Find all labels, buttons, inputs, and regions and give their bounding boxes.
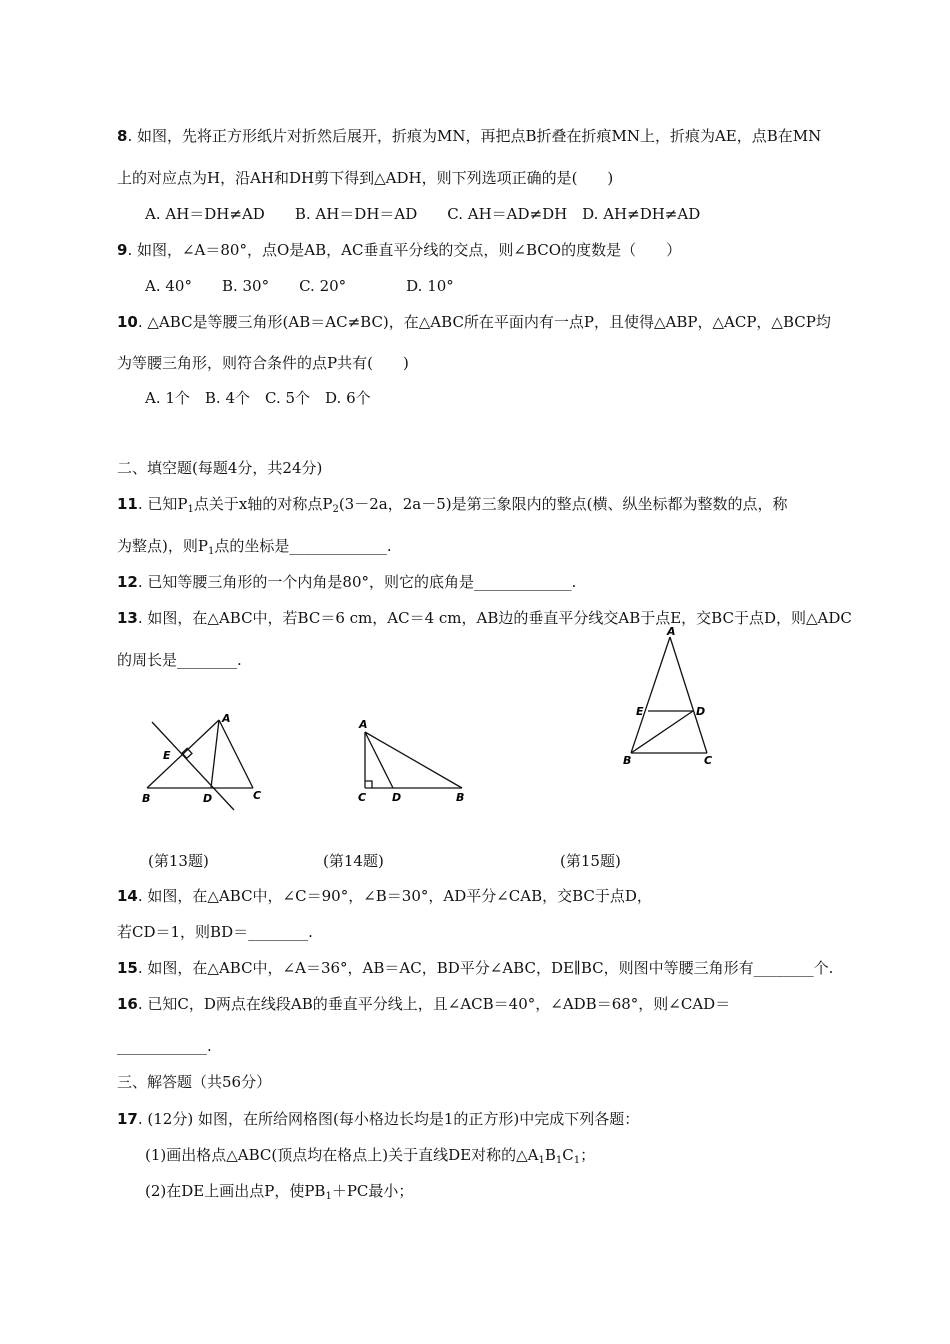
q11-line2: 为整点)，则$P_1$点的坐标是_____________. <box>117 537 392 557</box>
q14-line1: 14. 如图，在△ABC中，∠C＝90°，∠B＝30°，AD平分∠CAB，交BC于点D， <box>117 887 652 905</box>
q15-line1: 15. 如图，在△ABC中，∠A＝36°，AB＝AC，BD平分∠ABC，DE∥BC，则图中等腰三角形有________个. <box>117 959 834 977</box>
label-b: B <box>456 791 465 804</box>
q17-line1: 17. (12分) 如图，在所给网格图(每小格边长均是1的正方形)中完成下列各题： <box>117 1110 640 1128</box>
figure-14 <box>355 712 475 804</box>
caption-fig13: (第13题) <box>148 852 209 870</box>
question-number: 11 <box>117 495 138 513</box>
label-e: E <box>163 749 171 762</box>
right-angle-marker <box>365 781 372 788</box>
q17-line3: (2)在DE上画出点P，使$PB_1+PC$最小； <box>145 1182 414 1202</box>
q10-line1: 10. △ABC是等腰三角形(AB＝AC≠BC)，在△ABC所在平面内有一点P，且使得△ABP，△ACP，△BCP均 <box>117 313 831 331</box>
q17-line2: (1)画出格点△ABC(顶点均在格点上)关于直线DE对称的$\triangle A_1B_1C_1$； <box>145 1146 596 1166</box>
q10-options: A. 1个 B. 4个 C. 5个 D. 6个 <box>145 389 371 407</box>
q10-line2: 为等腰三角形，则符合条件的点P共有( ) <box>117 354 409 372</box>
label-d: D <box>203 792 213 805</box>
question-number: 15 <box>117 959 138 977</box>
question-number: 10 <box>117 313 138 331</box>
q11-line1: 11. 已知$P_1$点关于x轴的对称点$P_2(3-2a$，2a－5)是第三象限内的整点(横、纵坐标都为整数的点，称 <box>117 495 788 515</box>
question-number: 12 <box>117 573 138 591</box>
question-number: 9 <box>117 241 128 259</box>
label-a: A <box>667 625 676 638</box>
figure-15 <box>617 625 727 770</box>
label-a: A <box>359 718 368 731</box>
label-b: B <box>142 792 151 805</box>
q12-line1: 12. 已知等腰三角形的一个内角是80°，则它的底角是_____________. <box>117 573 577 591</box>
figure-13 <box>135 710 275 814</box>
q9-options: A. 40° B. 30° C. 20° D. 10° <box>145 277 454 295</box>
segment-ac <box>219 720 253 788</box>
perpendicular-bisector <box>152 722 234 810</box>
label-c: C <box>358 791 367 804</box>
q9-line1: 9. 如图，∠A＝80°，点O是AB，AC垂直平分线的交点，则∠BCO的度数是（ ） <box>117 241 682 259</box>
question-number: 14 <box>117 887 138 905</box>
q13-line2: 的周长是________. <box>117 651 242 669</box>
section-heading: 三、解答题（共56分） <box>117 1073 272 1091</box>
label-b: B <box>623 754 632 767</box>
question-number: 13 <box>117 609 138 627</box>
segment-ad <box>211 720 219 788</box>
label-a: A <box>222 712 231 725</box>
label-d: D <box>392 791 402 804</box>
q8-options: A. AH＝DH≠AD B. AH＝DH＝AD C. AH＝AD≠DH D. AH≠DH≠AD <box>145 205 701 223</box>
caption-fig15: (第15题) <box>560 852 621 870</box>
caption-fig14: (第14题) <box>323 852 384 870</box>
q16-line2: ____________. <box>117 1037 212 1055</box>
label-e: E <box>636 705 644 718</box>
section-heading: 二、填空题(每题4分，共24分) <box>117 459 323 477</box>
q8-line2: 上的对应点为H，沿AH和DH剪下得到△ADH，则下列选项正确的是( ) <box>117 169 614 187</box>
label-c: C <box>704 754 713 767</box>
q8-line1: 8. 如图，先将正方形纸片对折然后展开，折痕为MN，再把点B折叠在折痕MN上，折痕为AE，点B在MN <box>117 127 822 145</box>
label-d: D <box>696 705 706 718</box>
question-number: 16 <box>117 995 138 1013</box>
label-c: C <box>253 789 262 802</box>
q13-line1: 13. 如图，在△ABC中，若BC＝6 cm，AC＝4 cm，AB边的垂直平分线交AB于点E，交BC于点D，则△ADC <box>117 609 852 627</box>
segment-ac <box>670 637 707 753</box>
q16-line1: 16. 已知C，D两点在线段AB的垂直平分线上，且∠ACB＝40°，∠ADB＝68°，则∠CAD＝ <box>117 995 731 1013</box>
q14-line2: 若CD＝1，则BD＝________. <box>117 923 313 941</box>
question-number: 17 <box>117 1110 138 1128</box>
question-number: 8 <box>117 127 128 145</box>
segment-ab <box>631 637 670 753</box>
